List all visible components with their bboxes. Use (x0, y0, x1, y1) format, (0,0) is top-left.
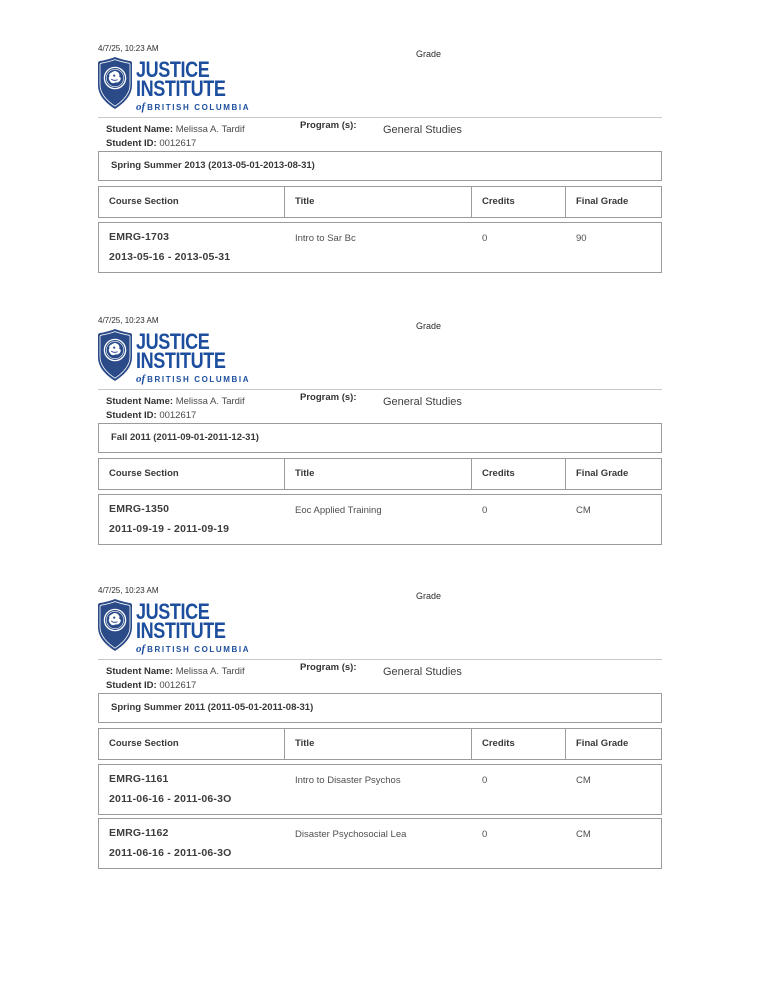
report-section-spring-summer-2011 (98, 586, 662, 886)
course-code: EMRG-1162 (109, 827, 169, 839)
program-value: General Studies (383, 124, 462, 136)
student-name-line: Student Name: Melissa A. Tardif (106, 124, 245, 135)
course-section-cell (99, 819, 285, 868)
credits-cell: 0 (482, 505, 488, 516)
table-row (98, 818, 662, 869)
column-header-final-grade: Final Grade (576, 196, 629, 207)
report-section-spring-summer-2013 (98, 44, 662, 344)
credits-cell: 0 (482, 775, 488, 786)
student-name-line: Student Name: Melissa A. Tardif (106, 666, 245, 677)
column-header-credits: Credits (472, 187, 566, 217)
program-value: General Studies (383, 396, 462, 408)
print-timestamp: 4/7/25, 10:23 AM (98, 586, 159, 595)
column-header-course-section: Course Section (99, 729, 285, 759)
course-dates: 2011-06-16 - 2011-06-3O (109, 793, 232, 805)
jibc-logo (98, 599, 250, 655)
program-label: Program (s): (300, 392, 357, 403)
term-header: Spring Summer 2013 (2013-05-01-2013-08-31) (98, 151, 662, 181)
jibc-logo-text (136, 599, 250, 655)
jibc-shield-icon (98, 57, 132, 109)
column-header-title: Title (285, 187, 472, 217)
jibc-logo-text (136, 329, 250, 385)
column-header-final-grade: Final Grade (576, 468, 629, 479)
final-grade-cell: 90 (576, 233, 587, 244)
credits-cell: 0 (482, 829, 488, 840)
table-row (98, 494, 662, 545)
header-divider (98, 659, 662, 660)
student-id-line: Student ID: 0012617 (106, 410, 197, 421)
program-label: Program (s): (300, 120, 357, 131)
column-header-final-grade: Final Grade (576, 738, 629, 749)
program-label: Program (s): (300, 662, 357, 673)
logo-tagline: of BRITISH COLUMBIA (136, 643, 251, 655)
print-timestamp: 4/7/25, 10:23 AM (98, 44, 159, 53)
final-grade-cell: CM (576, 775, 591, 786)
student-id-line: Student ID: 0012617 (106, 138, 197, 149)
logo-word-institute: INSTITUTE (136, 76, 226, 101)
student-name-value: Melissa A. Tardif (175, 666, 245, 677)
student-name-value: Melissa A. Tardif (175, 396, 245, 407)
course-code: EMRG-1350 (109, 503, 170, 515)
print-timestamp: 4/7/25, 10:23 AM (98, 316, 159, 325)
document-title: Grade (416, 591, 442, 601)
program-value: General Studies (383, 666, 462, 678)
column-header-credits: Credits (472, 459, 566, 489)
document-title: Grade (416, 49, 442, 59)
report-section-fall-2011 (98, 316, 662, 616)
student-id-value: 0012617 (159, 138, 197, 149)
course-section-cell (99, 495, 285, 544)
table-header-row (98, 186, 662, 218)
column-header-credits: Credits (472, 729, 566, 759)
table-row (98, 764, 662, 815)
final-grade-cell: CM (576, 505, 591, 516)
credits-cell: 0 (482, 233, 488, 244)
course-code: EMRG-1161 (109, 773, 169, 785)
header-divider (98, 389, 662, 390)
document-title: Grade (416, 321, 442, 331)
student-id-value: 0012617 (159, 680, 197, 691)
student-id-value: 0012617 (159, 410, 197, 421)
term-header: Spring Summer 2011 (2011-05-01-2011-08-31) (98, 693, 662, 723)
column-header-title: Title (285, 729, 472, 759)
jibc-shield-icon (98, 329, 132, 381)
course-dates: 2013-05-16 - 2013-05-31 (109, 251, 231, 263)
logo-word-institute: INSTITUTE (136, 348, 226, 373)
final-grade-cell: CM (576, 829, 591, 840)
course-section-cell (99, 223, 285, 272)
jibc-logo-text (136, 57, 250, 113)
table-header-row (98, 458, 662, 490)
table-header-row (98, 728, 662, 760)
column-header-course-section: Course Section (99, 459, 285, 489)
course-dates: 2011-06-16 - 2011-06-3O (109, 847, 232, 859)
jibc-shield-icon (98, 599, 132, 651)
course-title-cell: Disaster Psychosocial Lea (295, 829, 407, 840)
logo-word-justice: JUSTICE (136, 329, 210, 354)
course-title-cell: Intro to Sar Bc (295, 233, 356, 244)
column-header-course-section: Course Section (99, 187, 285, 217)
student-id-line: Student ID: 0012617 (106, 680, 197, 691)
student-name-value: Melissa A. Tardif (175, 124, 245, 135)
course-dates: 2011-09-19 - 2011-09-19 (109, 523, 230, 535)
jibc-logo (98, 329, 250, 385)
course-code: EMRG-1703 (109, 231, 170, 243)
logo-word-justice: JUSTICE (136, 599, 210, 624)
course-section-cell (99, 765, 285, 814)
term-header: Fall 2011 (2011-09-01-2011-12-31) (98, 423, 662, 453)
table-row (98, 222, 662, 273)
course-title-cell: Eoc Applied Training (295, 505, 382, 516)
logo-tagline: of BRITISH COLUMBIA (136, 373, 251, 385)
course-title-cell: Intro to Disaster Psychos (295, 775, 401, 786)
column-header-title: Title (285, 459, 472, 489)
logo-word-justice: JUSTICE (136, 57, 210, 82)
header-divider (98, 117, 662, 118)
logo-word-institute: INSTITUTE (136, 618, 226, 643)
student-name-line: Student Name: Melissa A. Tardif (106, 396, 245, 407)
logo-tagline: of BRITISH COLUMBIA (136, 101, 251, 113)
jibc-logo (98, 57, 250, 113)
